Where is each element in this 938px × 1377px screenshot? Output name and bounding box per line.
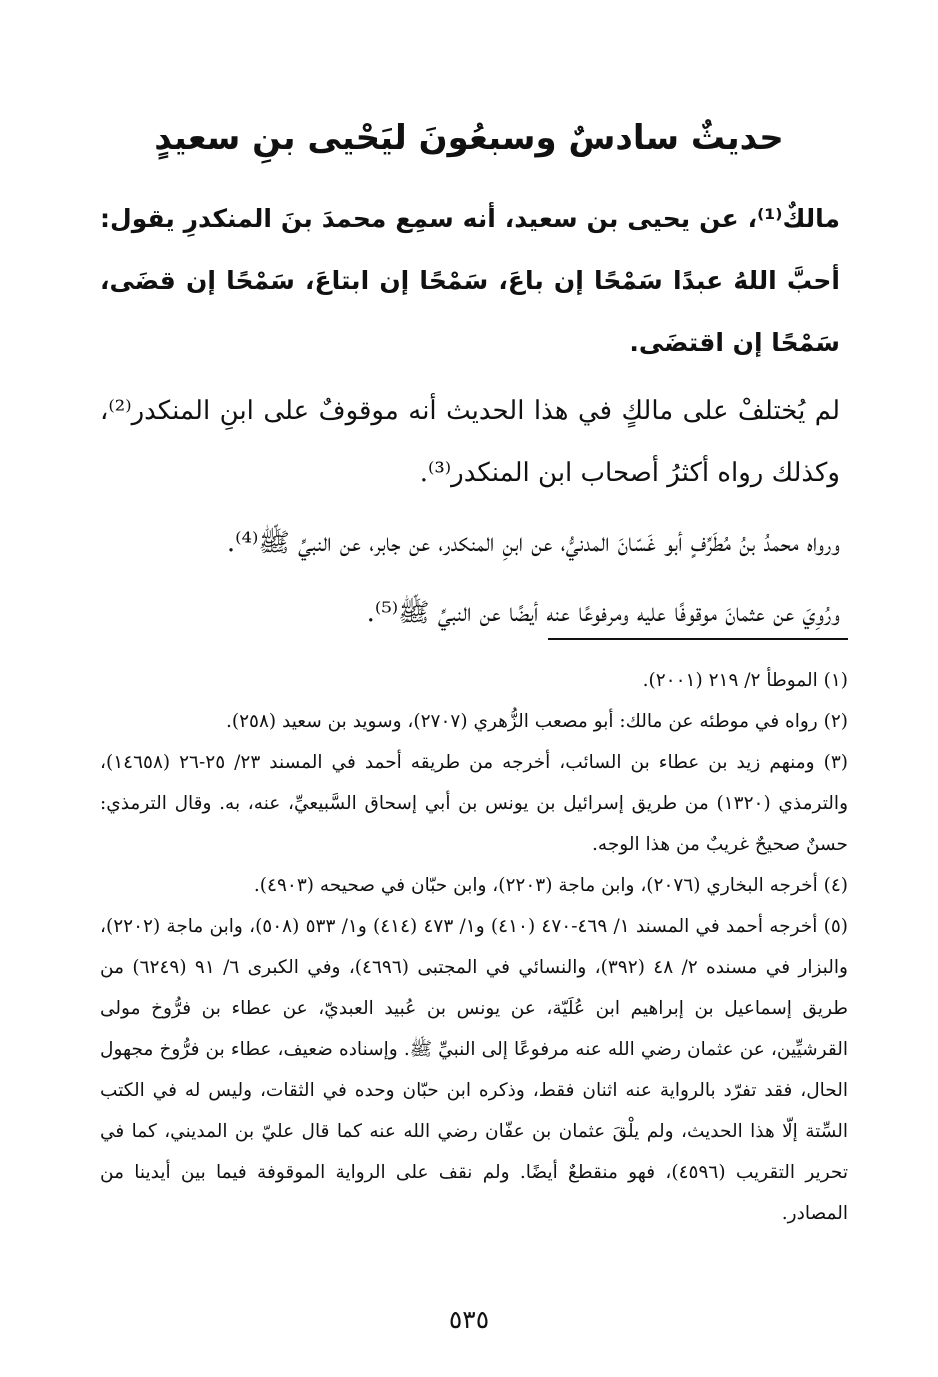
footnote-5: (٥) أخرجه أحمد في المسند ١/ ٤٦٩-٤٧٠ (٤١٠) و١/ ٤٧٣ (٤١٤) و١/ ٥٣٣ (٥٠٨)، وابن ماجة (٢٢٠٢)، والبزار في مسنده ٢/ ٤٨ (٣٩٢)، والنسائي في المجتبى (٤٦٩٦)، وفي الكبرى ٦/ ٩١ (٦٢٤٩) من طريق إسماعيل بن إبراهيم ابن عُلَيّة، عن يونس بن عُبيد العبديّ، عن عطاء بن فرُّوخ مولى القرشيِّين، عن عثمان رضي الله عنه مرفوعًا إلى النبيِّ ﷺ. وإسناده ضعيف، عطاء بن فرُّوخ مجهول الحال، فقد تفرّد بالرواية عنه اثنان فقط، وذكره ابن حبّان وحده في الثقات، وليس له في الكتب السِّتة إلّا هذا الحديث، ولم يلْقَ عثمان بن عفّان رضي الله عنه كما قال عليّ بن المديني، كما في تحرير التقريب (٤٥٩٦)، فهو منقطعٌ أيضًا. ولم نقف على الرواية الموقوفة فيما بين أيدينا من المصادر. [100,916,849,1224]
hadith-text: مالكٌ⁽¹⁾، عن يحيى بن سعيد، أنه سمِع محمدَ بنَ المنكدرِ يقول: أحبَّ اللهُ عبدًا سَمْحًا إن باعَ، سَمْحًا إن ابتاعَ، سَمْحًا إن قضَى، سَمْحًا إن اقتضَى. [100,204,840,357]
footnotes [100,660,848,1234]
commentary-paragraph-1: لم يُختلفْ على مالكٍ في هذا الحديث أنه موقوفٌ على ابنِ المنكدر⁽²⁾، وكذلك رواه أكثرُ أصحاب ابن المنكدر⁽³⁾. [100,396,840,488]
chapter-heading: حديثٌ سادسٌ وسبعُونَ ليَحْيى بنِ سعيدٍ [154,118,784,158]
footnote-2: (٢) رواه في موطئه عن مالك: أبو مصعب الزُّهري (٢٧٠٧)، وسويد بن سعيد (٢٥٨). [225,711,848,732]
page-number: ٥٣٥ [448,1305,490,1334]
footnote-4: (٤) أخرجه البخاري (٢٠٧٦)، وابن ماجة (٢٢٠٣)، وابن حبّان في صحيحه (٤٩٠٣). [253,875,848,896]
main-text [100,188,840,644]
commentary-paragraph-2: ورواه محمدُ بنُ مُطَرِّفٍ أبو غَسّانَ المدنيُّ، عن ابنِ المنكدر، عن جابر، عن النبيِّ ﷺ⁽⁴⁾. [226,528,840,558]
commentary-paragraph-3: ورُوِيَ عن عثمانَ موقوفًا عليه ومرفوعًا عنه أيضًا عن النبيِّ ﷺ⁽⁵⁾. [366,598,840,628]
footnote-separator [548,638,848,640]
footnote-3: (٣) ومنهم زيد بن عطاء بن السائب، أخرجه من طريقه أحمد في المسند ٢٣/ ٢٥-٢٦ (١٤٦٥٨)، والترمذي (١٣٢٠) من طريق إسرائيل بن يونس بن أبي إسحاق السَّبيعيِّ، عنه، به. وقال الترمذي: حسنٌ صحيحٌ غريبٌ من هذا الوجه. [100,752,849,855]
footnote-1: (١) الموطأ ٢/ ٢١٩ (٢٠٠١). [642,670,848,691]
